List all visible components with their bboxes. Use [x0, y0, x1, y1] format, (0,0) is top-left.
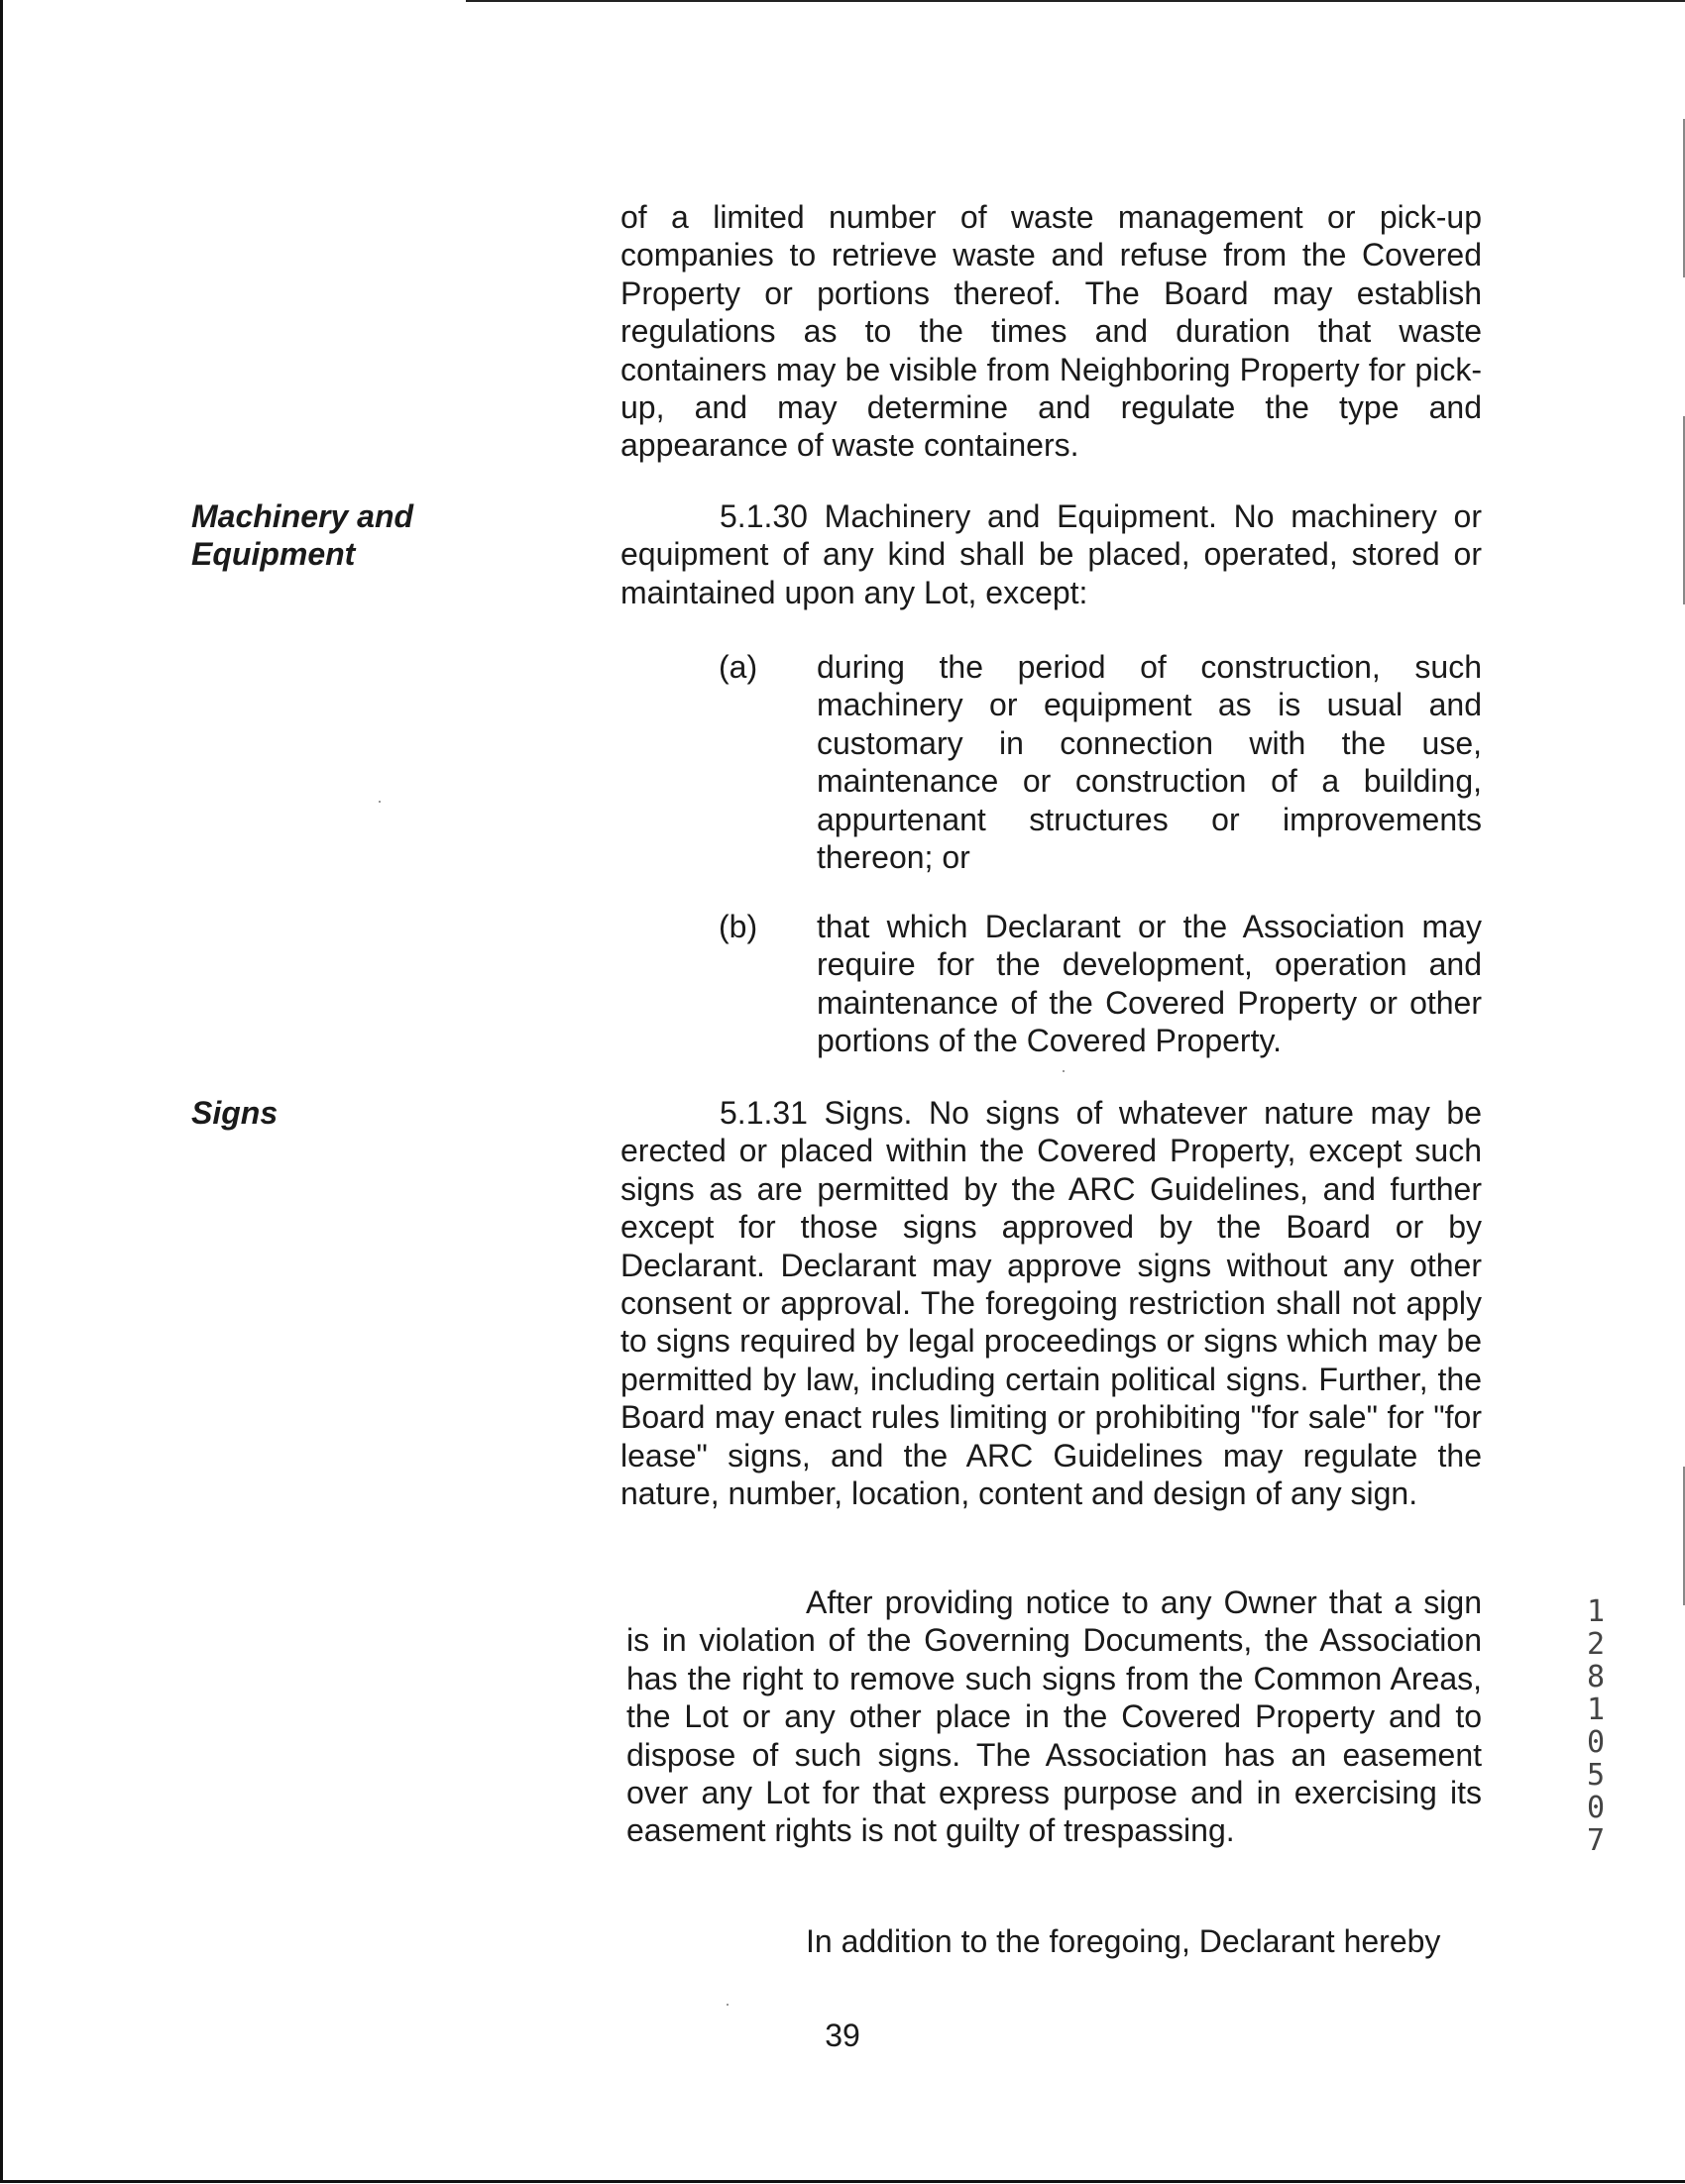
list-item-text: during the period of construction, such machinery or equipment as is usual and customary in connection with the use, maintenance or construction of a building, appurtenant structures or improvements thereon; or — [817, 649, 1482, 876]
side-heading-machinery: Machinery and Equipment — [191, 498, 414, 573]
section-5-1-30 — [620, 497, 1482, 611]
section-number: 5.1.30 — [720, 498, 808, 534]
scan-border-left — [0, 0, 3, 2180]
page-number: 39 — [825, 2018, 860, 2053]
list-item-label: (a) — [719, 649, 758, 685]
scan-speck — [1063, 1070, 1065, 1072]
bates-number: 1281 0507 — [1586, 1594, 1606, 1858]
section-text: Machinery and Equipment. No machinery or equipment of any kind shall be placed, operated, stored or maintained upon any Lot, except: — [620, 498, 1483, 610]
section-text: Signs. No signs of whatever nature may be erected or placed within the Covered Property, except such signs as are permitted by the ARC Guidelines, and further except for those signs approved by the Board or by Declarant. Declarant may approve signs without any other consent or approval. The foregoing restriction shall not apply to signs required by legal proceedings or signs which may be permitted by law, including certain political signs. Further, the Board may enact rules limiting or prohibiting "for sale" for "for lease" signs, and the ARC Guidelines may regulate the nature, number, location, content and design of any sign. — [620, 1095, 1483, 1512]
signs-paragraph-2: After providing notice to any Owner that a sign is in violation of the Governing Documents, the Association has the right to remove such signs from the Common Areas, the Lot or any other place in the Covered Property and to dispose of such signs. The Association has an easement over any Lot for that express purpose and in exercising its easement rights is not guilty of trespassing. — [626, 1584, 1482, 1849]
section-number: 5.1.31 — [720, 1095, 808, 1131]
list-item-label: (b) — [719, 909, 758, 944]
continuation-paragraph: of a limited number of waste management or pick-up companies to retrieve waste and refuse from the Covered Property or portions thereof. The Board may establish regulations as to the times and duration that waste containers may be visible from Neighboring Property for pick-up, and may determine and regulate the type and appearance of waste containers. — [620, 199, 1482, 464]
scan-border-bottom — [0, 2180, 1685, 2183]
list-item-text: that which Declarant or the Association may require for the development, operation and maintenance of the Covered Property or other portions of the Covered Property. — [817, 909, 1482, 1059]
side-heading-signs: Signs — [191, 1095, 279, 1131]
section-5-1-31 — [620, 1094, 1482, 1512]
signs-paragraph-3: In addition to the foregoing, Declarant hereby — [806, 1923, 1441, 1959]
scan-border-top — [466, 0, 1685, 2]
scan-speck — [727, 2004, 729, 2006]
scan-speck — [379, 801, 381, 803]
